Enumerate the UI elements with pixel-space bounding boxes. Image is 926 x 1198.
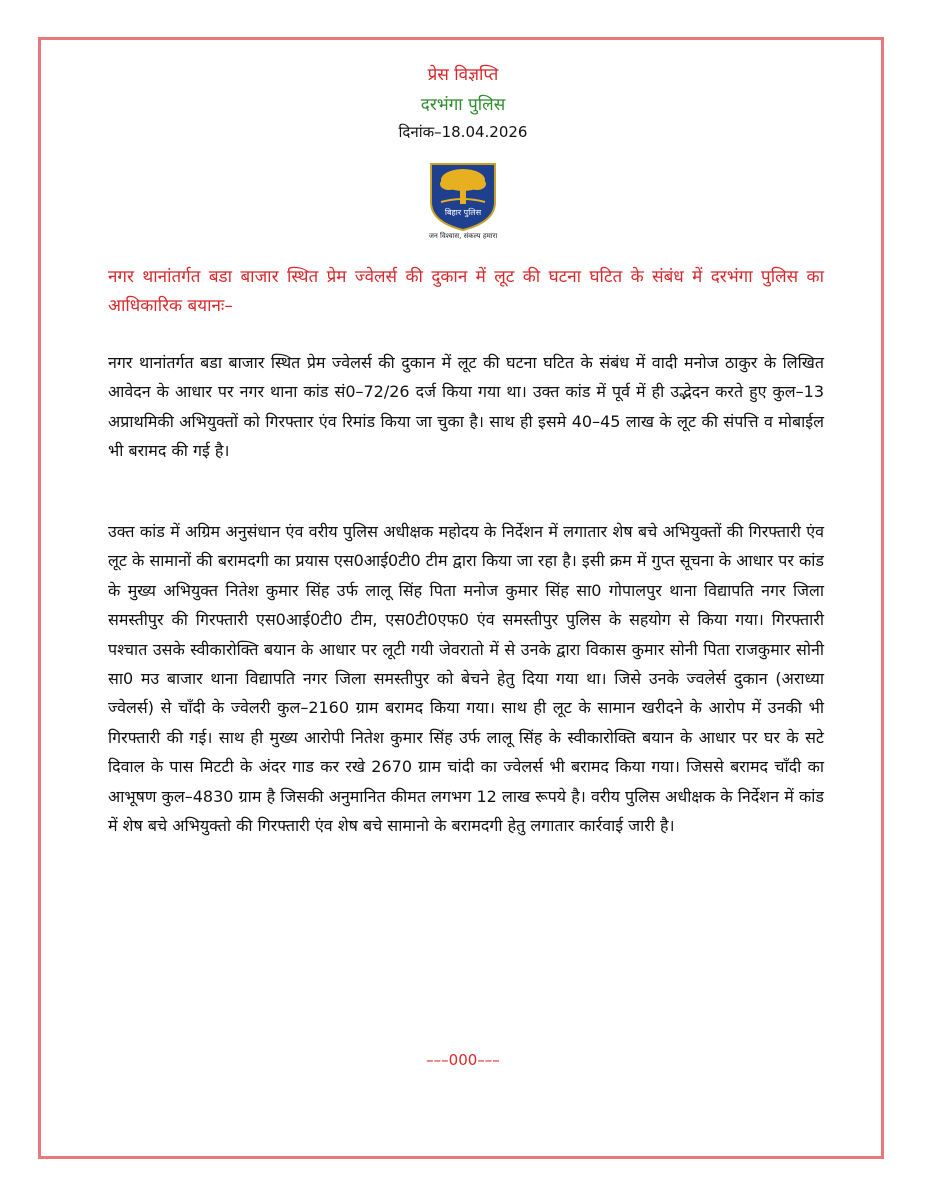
emblem-tagline: जन विश्वास, संकल्प हमारा [428,232,498,240]
department-name: दरभंगा पुलिस [420,95,506,115]
release-date: दिनांक–18.04.2026 [398,123,528,141]
end-marker: –––000––– [426,1051,500,1069]
release-subject: नगर थानांतर्गत बडा बाजार स्थित प्रेम ज्वेलर्स की दुकान में लूट की घटना घटित के संबंध में दरभंगा पुलिस का आधिकारिक बयानः– [108,267,824,316]
body-paragraph-1: नगर थानांतर्गत बडा बाजार स्थित प्रेम ज्वेलर्स की दुकान में लूट की घटना घटित के संबंध में वादी मनोज ठाकुर के लिखित आवेदन के आधार पर नगर थाना कांड सं0–72/26 दर्ज किया गया था। उक्त कांड में पूर्व में ही उद्भेदन करते हुए कुल–13 अप्राथमिकी अभियुक्तों को गिरफ्तार एंव रिमांड किया जा चुका है। साथ ही इसमे 40–45 लाख के लूट की संपत्ति व मोबाईल भी बरामद की गई है। [108,353,824,461]
emblem-text: बिहार पुलिस [444,208,482,217]
press-release-title: प्रेस विज्ञप्ति [427,65,499,85]
body-paragraph-2: उक्त कांड में अग्रिम अनुसंधान एंव वरीय पुलिस अधीक्षक महोदय के निर्देशन में लगातार शेष बचे अभियुक्तों की गिरफ्तारी एंव लूट के सामानों की बरामदगी का प्रयास एस0आई0टी0 टीम द्वारा किया जा रहा है। इसी क्रम में गुप्त सूचना के आधार पर कांड के मुख्य अभियुक्त नितेश कुमार सिंह उर्फ लालू सिंह पिता मनोज कुमार सिंह सा0 गोपालपुर थाना विद्यापति नगर जिला समस्तीपुर की गिरफ्तारी एस0आई0टी0 टीम, एस0टी0एफ0 एंव समस्तीपुर पुलिस के सहयोग से किया गया। गिरफ्तारी पश्चात उसके स्वीकारोक्ति बयान के आधार पर लूटी गयी जेवरातो में से उनके द्वारा विकास कुमार सोनी पिता राजकुमार सोनी सा0 मउ बाजार थाना विद्यापति नगर जिला समस्तीपुर को बेचने हेतु दिया गया था। जिसे उनके ज्वलेर्स दुकान (अराध्या ज्वेलर्स) से चाँदी के ज्वेलरी कुल–2160 ग्राम बरामद किया गया। साथ ही लूट के सामान खरीदने के आरोप में उनकी भी गिरफ्तारी की गई। साथ ही मुख्य आरोपी नितेश कुमार सिंह उर्फ लालू सिंह के स्वीकारोक्ति बयान के आधार पर घर के सटे दिवाल के पास मिटटी के अंदर गाड कर रखे 2670 ग्राम चांदी का ज्वेलर्स भी बरामद किया गया। जिससे बरामद चाँदी का आभूषण कुल–4830 ग्राम है जिसकी अनुमानित कीमत लगभग 12 लाख रूपये है। वरीय पुलिस अधीक्षक के निर्देशन में कांड में शेष बचे अभियुक्तो की गिरफ्तारी एंव शेष बचे सामानो के बरामदगी हेतु लगातार कार्रवाई जारी है। [108,522,824,836]
